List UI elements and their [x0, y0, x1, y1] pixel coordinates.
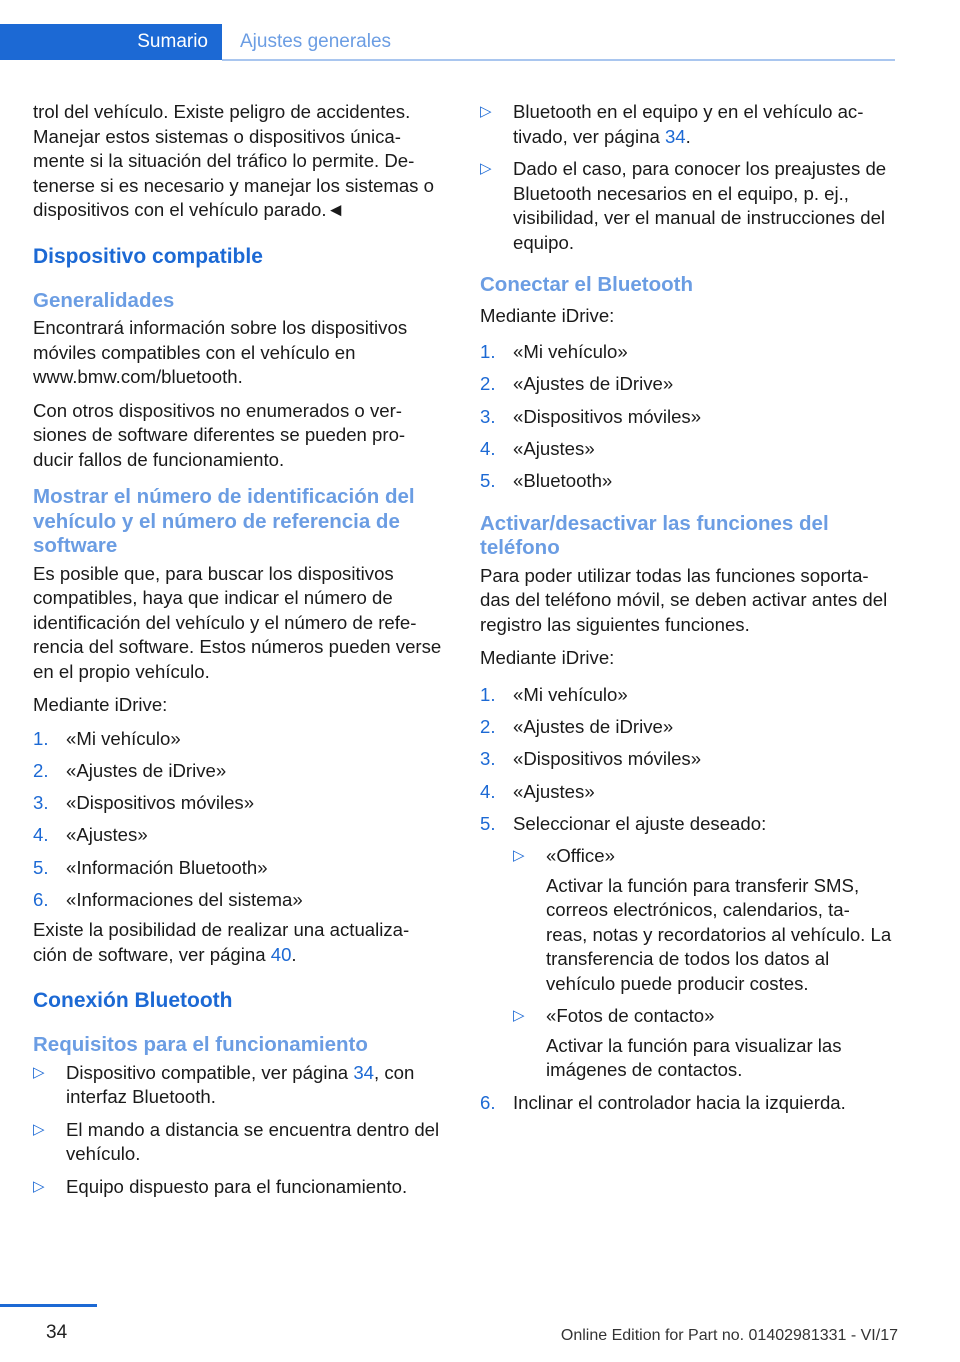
- page-link-40[interactable]: 40: [270, 943, 292, 965]
- list-item: [480, 780, 896, 805]
- page-link-34[interactable]: 34: [353, 1061, 375, 1083]
- connect-steps-list: [480, 340, 896, 494]
- heading-general: Generalidades: [33, 288, 175, 312]
- header-rule: [222, 59, 895, 61]
- step-text: «Mi vehículo»: [66, 727, 181, 749]
- triangle-bullet-icon: ▷: [33, 1120, 45, 1138]
- triangle-bullet-icon: ▷: [33, 1177, 45, 1195]
- list-item: [513, 1004, 896, 1083]
- step-text: «Dispositivos móviles»: [513, 748, 702, 770]
- step-number: 6.: [33, 888, 49, 910]
- step-number: 5.: [33, 856, 49, 878]
- step-number: 3.: [33, 792, 49, 814]
- step-number: 4.: [33, 824, 49, 846]
- idrive-label: Mediante iDrive:: [480, 647, 615, 669]
- step-number: 5.: [480, 470, 496, 492]
- step-number: 4.: [480, 437, 496, 459]
- tab-section-title[interactable]: Ajustes generales: [240, 31, 392, 52]
- step-number: 3.: [480, 748, 496, 770]
- right-column: [480, 100, 896, 1123]
- list-item: [33, 791, 445, 816]
- list-item: [480, 683, 896, 708]
- show-paragraph: Es posible que, para buscar los dispositivos compatibles, haya que indicar el número de identificación del vehículo y el número de refe- rencia del software. Estos números pueden verse en el propio vehículo.: [33, 562, 442, 682]
- step-text: «Ajustes»: [513, 780, 595, 802]
- step-text: «Ajustes»: [66, 824, 148, 846]
- step-number: 2.: [480, 715, 496, 737]
- page-link-34[interactable]: 34: [664, 125, 686, 147]
- step-text: «Ajustes»: [513, 437, 595, 459]
- list-item: [33, 888, 445, 913]
- heading-bluetooth-connection: Conexión Bluetooth: [33, 989, 233, 1013]
- triangle-bullet-icon: ▷: [480, 160, 492, 177]
- option-label: «Office»: [546, 845, 615, 867]
- update-paragraph: [33, 918, 445, 967]
- list-item: [33, 1175, 445, 1200]
- general-paragraph-2: Con otros dispositivos no enumerados o ver- siones de software diferentes se pueden pro- ducir fallos de funcionamiento.: [33, 399, 406, 470]
- option-description: Activar la función para transferir SMS, correos electrónicos, calendarios, ta- reas, notas y recordatorios al vehículo. La transferencia de todos los datos al vehículo puede producir costes.: [546, 874, 892, 994]
- step-number: 4.: [480, 780, 496, 802]
- list-item: [480, 1091, 896, 1116]
- step-number: 1.: [33, 727, 49, 749]
- req-tail: , con interfaz Bluetooth.: [66, 1061, 415, 1108]
- step-number: 1.: [480, 683, 496, 705]
- list-item: [480, 812, 896, 1083]
- heading-activate-phone-functions: Activar/desactivar las funciones del teléfono: [480, 511, 829, 560]
- list-item: [33, 727, 445, 752]
- page-header: [0, 24, 895, 61]
- step-number: 5.: [480, 812, 496, 834]
- idrive-steps-list: [33, 727, 445, 913]
- req-text: Bluetooth en el equipo y en el vehículo ac- tivado, ver página: [513, 101, 864, 147]
- triangle-bullet-icon: ▷: [33, 1063, 45, 1081]
- list-item: [480, 405, 896, 430]
- edition-note: Online Edition for Part no. 01402981331 - VI/17: [560, 1327, 898, 1344]
- req-text: Dispositivo compatible, ver página: [66, 1061, 349, 1083]
- triangle-bullet-icon: ▷: [513, 1007, 525, 1025]
- general-paragraph-1: Encontrará información sobre los dispositivos móviles compatibles con el vehículo en www.bmw.com/bluetooth.: [33, 317, 408, 387]
- list-item: [480, 340, 896, 365]
- list-item: [33, 759, 445, 784]
- list-item: [480, 747, 896, 772]
- req-text: El mando a distancia se encuentra dentro del vehículo.: [66, 1118, 440, 1165]
- step-text: «Dispositivos móviles»: [513, 405, 702, 427]
- list-item: [33, 1061, 445, 1110]
- update-text: Existe la posibilidad de realizar una actualiza- ción de software, ver página: [33, 919, 410, 965]
- step-text: «Ajustes de iDrive»: [66, 759, 227, 781]
- step-text: Seleccionar el ajuste deseado:: [513, 812, 767, 834]
- req-text: Dado el caso, para conocer los preajustes de Bluetooth necesarios en el equipo, p. ej., visibilidad, ver el manual de instrucciones del equipo.: [513, 158, 887, 253]
- tab-summary[interactable]: Sumario: [0, 24, 222, 60]
- idrive-label: Mediante iDrive:: [33, 694, 168, 715]
- list-item: [480, 372, 896, 397]
- list-item: [480, 437, 896, 462]
- step-number: 1.: [480, 341, 496, 362]
- step-number: 3.: [480, 405, 496, 427]
- step-number: 2.: [480, 373, 496, 395]
- step-text: «Bluetooth»: [513, 470, 613, 492]
- update-end: .: [291, 943, 297, 965]
- footer-rule: [0, 1304, 97, 1307]
- step-text: «Información Bluetooth»: [66, 856, 268, 878]
- step-number: 2.: [33, 759, 49, 781]
- option-description: Activar la función para visualizar las imágenes de contactos.: [546, 1034, 842, 1081]
- step-text: «Ajustes de iDrive»: [513, 373, 674, 395]
- step-text: «Mi vehículo»: [513, 683, 628, 705]
- list-item: [33, 856, 445, 881]
- list-item: [480, 157, 896, 255]
- left-column: [33, 100, 445, 1207]
- list-item: [33, 1118, 445, 1167]
- activate-paragraph: Para poder utilizar todas las funciones soporta- das del teléfono móvil, se deben activar antes del registro las siguientes funciones.: [480, 564, 888, 635]
- triangle-bullet-icon: ▷: [480, 103, 492, 120]
- heading-requirements: Requisitos para el funcionamiento: [33, 1033, 368, 1057]
- step-number: 6.: [480, 1091, 496, 1113]
- list-item: [33, 823, 445, 848]
- step-text: Inclinar el controlador hacia la izquierda.: [513, 1091, 846, 1113]
- req-text: Equipo dispuesto para el funcionamiento.: [66, 1175, 408, 1197]
- requirements-list: [33, 1061, 445, 1200]
- step-text: «Informaciones del sistema»: [66, 888, 303, 910]
- step-text: «Dispositivos móviles»: [66, 792, 255, 814]
- heading-connect-bluetooth: Conectar el Bluetooth: [480, 273, 693, 296]
- requirements-list-continued: [480, 100, 896, 255]
- option-label: «Fotos de contacto»: [546, 1005, 715, 1027]
- idrive-label: Mediante iDrive:: [480, 304, 615, 326]
- heading-compatible-device: Dispositivo compatible: [33, 244, 263, 268]
- step-text: «Ajustes de iDrive»: [513, 715, 674, 737]
- list-item: [513, 844, 896, 996]
- activate-steps-list: [480, 683, 896, 1116]
- heading-show-numbers: Mostrar el número de identificación del vehículo y el número de referencia de software: [33, 485, 415, 557]
- list-item: [480, 469, 896, 494]
- intro-paragraph: trol del vehículo. Existe peligro de accidentes. Manejar estos sistemas o dispositivos única- mente si la situación del tráfico lo permite. De- tenerse si es necesario y manejar los sistemas o dispositivos con el vehículo parado.◄: [33, 101, 434, 220]
- triangle-bullet-icon: ▷: [513, 847, 525, 865]
- req-tail: .: [685, 125, 691, 147]
- list-item: [480, 715, 896, 740]
- page-number: 34: [46, 1322, 68, 1343]
- list-item: [480, 100, 896, 149]
- options-list: [513, 844, 896, 1083]
- step-text: «Mi vehículo»: [513, 341, 628, 362]
